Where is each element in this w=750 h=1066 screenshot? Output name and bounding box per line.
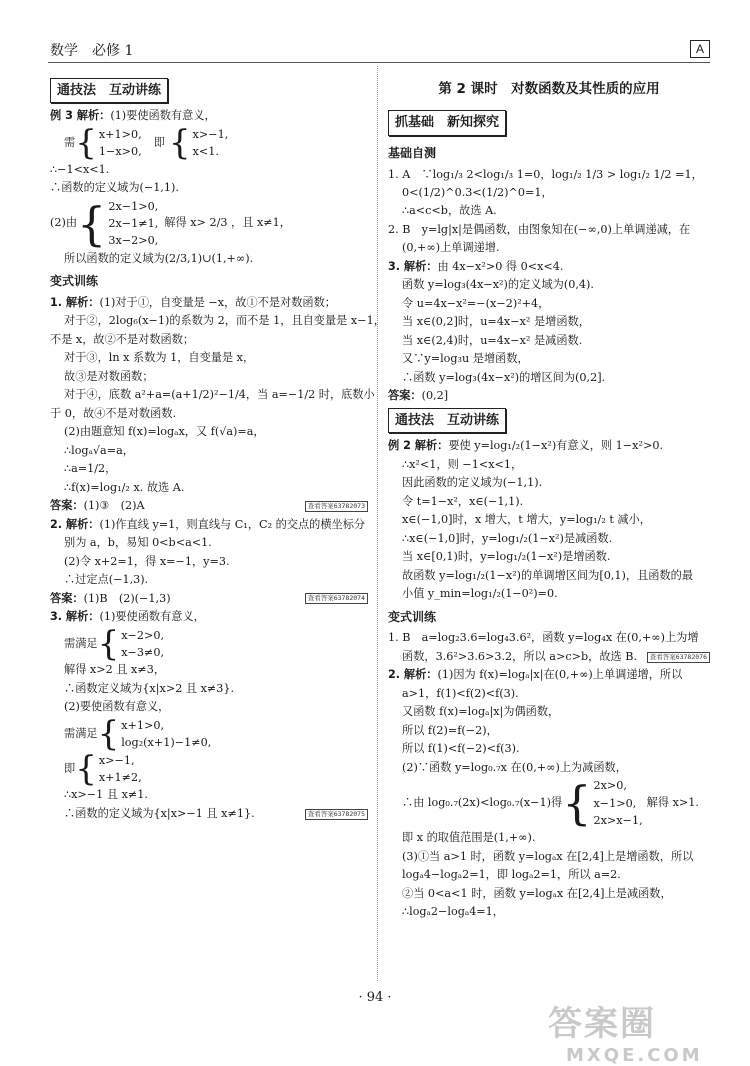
item-label: 2. 解析： [388, 668, 438, 682]
inequality-system: ∴由 log₀.₇(2x)<log₀.₇(x−1)得 { 2x>0, x−1>0, 2x>x−1, 解得 x>1. [402, 776, 699, 831]
answer-code-stamp: 查看答案63782073 [305, 501, 368, 512]
answer-row: ∴函数的定义域为{x|x>−1 且 x≠1}. 查看答案63782075 [50, 805, 368, 823]
text-line: ∴a=1/2， [64, 462, 117, 476]
text-line: 不是 x，故②不是对数函数； [50, 332, 195, 346]
text-line: ∴logₐ2−logₐ4=1， [402, 905, 504, 919]
answer-row: 答案：(1)B (2)(−1,3) 查看答案63782074 [50, 590, 368, 608]
section-heading: 变式训练 [50, 274, 99, 289]
brace-glyph: { [97, 714, 120, 755]
inequality-system: 需 { x+1>0, 1−x>0, 即 { x>−1, x<1. [64, 123, 229, 164]
item-label: 3. 解析： [388, 259, 438, 273]
header-rule [48, 62, 710, 63]
answer-code-stamp: 查看答案63782075 [305, 809, 368, 820]
inequality-system: 需满足 { x+1>0, log₂(x+1)−1≠0, [64, 714, 212, 755]
brace-glyph: { [168, 123, 191, 164]
answer-code-stamp: 查看答案63782074 [305, 593, 368, 604]
text-line: ∴−1<x<1. [50, 162, 110, 176]
text-line: ∴f(x)=log₁/₂ x. 故选 A. [64, 480, 185, 494]
text-line: 当 x∈[0,1)时，y=log₁/₂(1−x²)是增函数. [402, 550, 611, 564]
text-line: ∴过定点(−1,3). [64, 573, 149, 587]
text-line: 别为 a，b，易知 0<b<a<1. [64, 536, 212, 550]
text-line: 当 x∈(2,4)时，u=4x−x² 是减函数. [402, 333, 583, 347]
text-line: 当 x∈(0,2]时，u=4x−x² 是增函数， [402, 315, 590, 329]
text-line: 所以函数的定义域为(2/3,1)∪(1,+∞). [64, 251, 254, 265]
text-line: (0,+∞)上单调递增. [402, 241, 500, 255]
text-line: 函数 y=log₃(4x−x²)的定义域为(0,4). [402, 278, 594, 292]
text-line: (2)令 x+2=1，得 x=−1，y=3. [64, 554, 230, 568]
brace-glyph: { [75, 123, 97, 164]
text-line: 对于②，2log₆(x−1)的系数为 2，而不是 1，且自变量是 x−1， [64, 314, 385, 328]
text-line: (1)要使函数有意义， [110, 109, 216, 123]
column-divider [377, 66, 378, 981]
text-line: 解得 x>2 且 x≠3， [64, 663, 166, 677]
text-line: 即 x 的取值范围是(1,+∞). [402, 831, 536, 845]
text-line: 对于③，ln x 系数为 1，自变量是 x， [64, 351, 255, 365]
text-line: 又∵y=log₃u 是增函数， [402, 352, 529, 366]
inequality-system: 即 { x>−1, x+1≠2, [64, 748, 142, 789]
text-line: 1. A ∵log₁/₃ 2<log₁/₃ 1=0，log₁/₂ 1/3 > log₁/₂ 1/2 =1， [388, 167, 703, 181]
text-line: 因此函数的定义域为(−1,1). [402, 476, 543, 490]
inequality-system: (2)由 { 2x−1>0, 2x−1≠1, 3x−2>0, 解得 x> 2/3 ，且 x≠1， [50, 196, 291, 251]
text-line: 故③是对数函数； [64, 369, 154, 383]
section-heading: 抓基础 新知探究 [388, 110, 506, 135]
text-line: 令 t=1−x²，x∈(−1,1). [402, 494, 524, 508]
text-line: 对于④，底数 a²+a=(a+1/2)²−1/4，当 a=−1/2 时，底数小 [64, 388, 375, 402]
text-line: (2)由题意知 f(x)=logₐx，又 f(√a)=a， [64, 425, 265, 439]
answer-row: 答案：(0,2] [388, 389, 449, 403]
answer-code-stamp: 查看答案63782076 [647, 652, 710, 663]
text-line: a>1，f(1)<f(2)<f(3). [402, 686, 519, 700]
subsection-heading: 基础自测 [388, 145, 437, 160]
text-line: 所以 f(2)=f(−2)， [402, 723, 498, 737]
text-line: 于 0，故④不是对数函数. [50, 406, 177, 420]
brace-glyph: { [97, 624, 120, 665]
text-line: ∴a<c<b，故选 A. [402, 204, 497, 218]
text-line: ∴x∈(−1,0]时，y=log₁/₂(1−x²)是减函数. [402, 531, 613, 545]
lesson-title: 第 2 课时 对数函数及其性质的应用 [438, 81, 660, 97]
text-line: ∴x²<1，则 −1<x<1， [402, 457, 523, 471]
running-header-subject: 数学 必修 1 [50, 43, 134, 59]
example-label: 例 3 解析： [50, 109, 111, 123]
text-line: ∴x>−1 且 x≠1. [64, 788, 148, 802]
text-line: ∴函数定义域为{x|x>2 且 x≠3}. [64, 681, 235, 695]
item-label: 2. 解析： [50, 517, 100, 531]
text-line: 小值 y_min=log₁/₂(1−0²)=0. [402, 587, 558, 601]
edition-badge: A [690, 40, 710, 58]
section-heading: 通技法 互动讲练 [50, 78, 168, 103]
text-line: x∈(−1,0]时，x 增大，t 增大，y=log₁/₂ t 减小， [402, 513, 651, 527]
brace-glyph: { [77, 196, 107, 251]
inequality-system: 需满足 { x−2>0, x−3≠0, [64, 624, 165, 665]
left-column: 通技法 互动讲练 例 3 解析：(1)要使函数有意义， 需 { x+1>0, 1−x>0, 即 { x>−1, x<1. ∴−1<x<1. ∴函数的定义域为(−1,1). (2)由 { 2x−1>0, 2x−1≠1, 3x−2>0, 解得 x> 2/3 ，且 x≠1， 所以函数的定义域为(2/3,1)∪(1,+∞). 变式训练 1. 解析：(1)对于①，自变量是 −x，故①不是对数函数； 对于②，2log₆(x−1)的系数为 2，而不是 1，且自变量是 x−1， 不是 x，故②不是对数函数； 对于③，ln x 系数为 1，自变量是 x， 故③是对数函数； 对于④，底数 a²+a=(a+1/2)²−1/4，当 a=−1/2 时，底数小 于 0，故④不是对数函数. (2)由题意知 f(x)=logₐx，又 f(√a)=a， ∴logₐ√a=a， ∴a=1/2， ∴f(x)=log₁/₂ x. 故选 A. 答案：(1)③ (2)A 查看答案63782073 2. 解析：(1)作直线 y=1，则直线与 C₁，C₂ 的交点的横坐标分 别为 a，b，易知 0<b<a<1. (2)令 x+2=1，得 x=−1，y=3. ∴过定点(−1,3). 答案：(1)B (2)(−1,3) 查看答案63782074 3. 解析：(1)要使函数有意义， 需满足 { x−2>0, x−3≠0, 解得 x>2 且 x≠3， ∴函数定义域为{x|x>2 且 x≠3}. (2)要使函数有意义， 需满足 { x+1>0, log₂(x+1)−1≠0, 即 { x>−1, x+1≠2, ∴x>−1 且 x≠1. ∴函数的定义域为{x|x>−1 且 x≠1}. 查看答案63782075 [50, 76, 368, 823]
text-line: ②当 0<a<1 时，函数 y=logₐx 在[2,4]上是减函数， [402, 886, 672, 900]
text-line: 令 u=4x−x²=−(x−2)²+4， [402, 296, 550, 310]
text-line: 2. B y=lg|x|是偶函数，由图象知在(−∞,0)上单调递减，在 [388, 222, 691, 236]
brace-glyph: { [562, 776, 592, 831]
page-number: · 94 · [358, 990, 392, 1005]
text-line: 故函数 y=log₁/₂(1−x²)的单调增区间为[0,1)，且函数的最 [402, 568, 694, 582]
text-line: 1. B a=log₂3.6=log₄3.6²，函数 y=log₄x 在(0,+∞)上为增 [388, 631, 699, 645]
site-watermark: 答案圈 MXQE.COM [548, 1004, 703, 1066]
text-line: 0<(1/2)^0.3<(1/2)^0=1， [402, 185, 553, 199]
text-line: logₐ4−logₐ2=1，即 logₐ2=1，所以 a=2. [402, 868, 621, 882]
brace-glyph: { [75, 748, 97, 789]
text-line: (3)①当 a>1 时，函数 y=logₐx 在[2,4]上是增函数，所以 [402, 849, 694, 863]
section-heading: 通技法 互动讲练 [388, 408, 506, 433]
text-line: ∴logₐ√a=a， [64, 443, 134, 457]
right-column: 第 2 课时 对数函数及其性质的应用 抓基础 新知探究 基础自测 1. A ∵log₁/₃ 2<log₁/₃ 1=0，log₁/₂ 1/3 > log₁/₂ 1/2 =1， 0<(1/2)^0.3<(1/2)^0=1， ∴a<c<b，故选 A. 2. B y=lg|x|是偶函数，由图象知在(−∞,0)上单调递减，在 (0,+∞)上单调递增. 3. 解析：由 4x−x²>0 得 0<x<4. 函数 y=log₃(4x−x²)的定义域为(0,4). 令 u=4x−x²=−(x−2)²+4， 当 x∈(0,2]时，u=4x−x² 是增函数， 当 x∈(2,4)时，u=4x−x² 是减函数. 又∵y=log₃u 是增函数， ∴函数 y=log₃(4x−x²)的增区间为(0,2]. 答案：(0,2] 通技法 互动讲练 例 2 解析：要使 y=log₁/₂(1−x²)有意义，则 1−x²>0. ∴x²<1，则 −1<x<1， 因此函数的定义域为(−1,1). 令 t=1−x²，x∈(−1,1). x∈(−1,0]时，x 增大，t 增大，y=log₁/₂ t 减小， ∴x∈(−1,0]时，y=log₁/₂(1−x²)是减函数. 当 x∈[0,1)时，y=log₁/₂(1−x²)是增函数. 故函数 y=log₁/₂(1−x²)的单调增区间为[0,1)，且函数的最 小值 y_min=log₁/₂(1−0²)=0. 变式训练 1. B a=log₂3.6=log₄3.6²，函数 y=log₄x 在(0,+∞)上为增 函数，3.6²>3.6>3.2，所以 a>c>b，故选 B. 查看答案63782076 2. 解析：(1)因为 f(x)=logₐ|x|在(0,+∞)上单调递增，所以 a>1，f(1)<f(2)<f(3). 又函数 f(x)=logₐ|x|为偶函数， 所以 f(2)=f(−2)， 所以 f(1)<f(−2)<f(3). (2)∵函数 y=log₀.₇x 在(0,+∞)上为减函数， ∴由 log₀.₇(2x)<log₀.₇(x−1)得 { 2x>0, x−1>0, 2x>x−1, 解得 x>1. 即 x 的取值范围是(1,+∞). (3)①当 a>1 时，函数 y=logₐx 在[2,4]上是增函数，所以 logₐ4−logₐ2=1，即 logₐ2=1，所以 a=2. ②当 0<a<1 时，函数 y=logₐx 在[2,4]上是减函数， ∴logₐ2−logₐ4=1， [388, 76, 710, 922]
item-label: 1. 解析： [50, 295, 100, 309]
text-line: 又函数 f(x)=logₐ|x|为偶函数， [402, 705, 560, 719]
answer-row: 函数，3.6²>3.6>3.2，所以 a>c>b，故选 B. 查看答案63782076 [388, 648, 710, 666]
text-line: (2)∵函数 y=log₀.₇x 在(0,+∞)上为减函数， [402, 760, 627, 774]
text-line: ∴函数的定义域为(−1,1). [50, 181, 179, 195]
example-label: 例 2 解析： [388, 439, 449, 453]
text-line: 所以 f(1)<f(−2)<f(3). [402, 742, 520, 756]
section-heading: 变式训练 [388, 609, 437, 624]
text-line: ∴函数 y=log₃(4x−x²)的增区间为(0,2]. [402, 370, 606, 384]
answer-row: 答案：(1)③ (2)A 查看答案63782073 [50, 497, 368, 515]
text-line: (2)要使函数有意义， [64, 700, 170, 714]
item-label: 3. 解析： [50, 610, 100, 624]
